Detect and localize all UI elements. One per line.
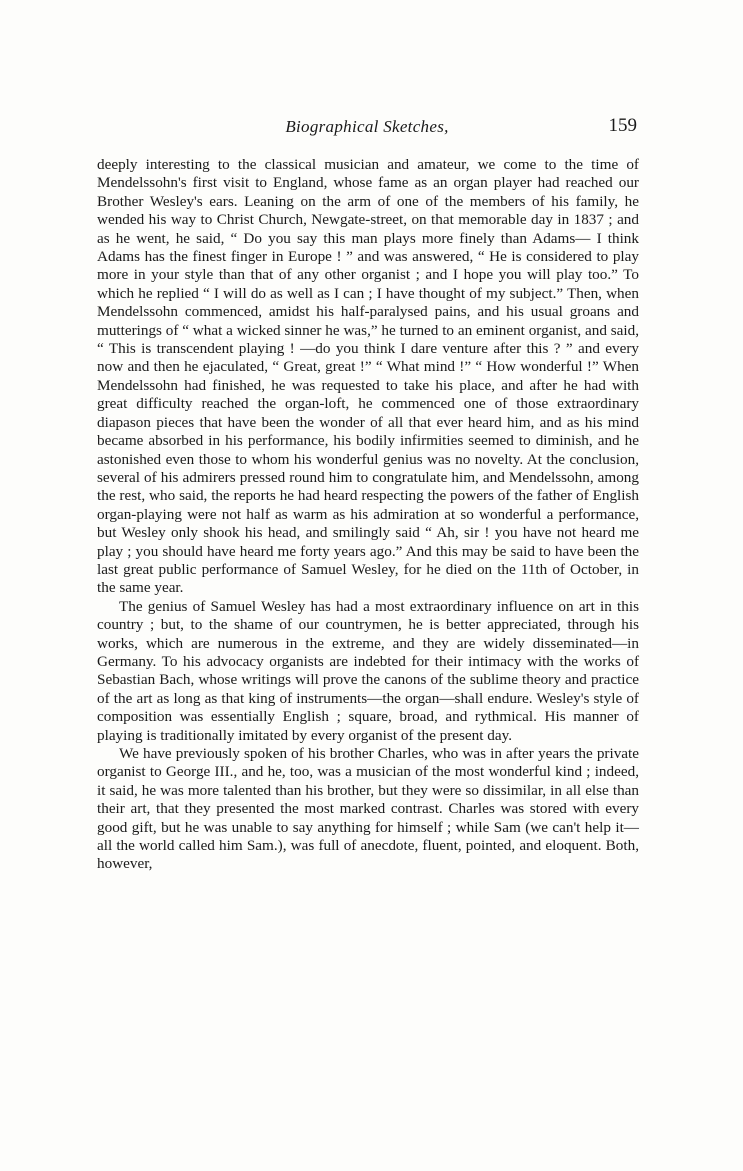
paragraph-1: deeply interesting to the classical musician and amateur, we come to the time of Mendelssohn's first visit to England, whose fame as an organ player had reached our Brother Wesley's ears. Leaning on the arm of one of the members of his family, he wended his way to Christ Church, Newgate-street, on that memorable day in 1837 ; and as he went, he said, “ Do you say this man plays more finely than Adams— I think Adams has the finest finger in Europe ! ” and was answered, “ He is considered to play more in your style than that of any other organist ; and I hope you will play too.” To which he replied “ I will do as well as I can ; I have thought of my subject.” Then, when Mendelssohn commenced, amidst his half-paralysed pains, and his usual groans and mutterings of “ what a wicked sinner he was,” he turned to an eminent organist, and said, “ This is transcendent playing ! —do you think I dare venture after this ? ” and every now and then he ejaculated, “ Great, great !” “ What mind !” “ How wonderful !” When Mendelssohn had finished, he was requested to take his place, and after he had with great difficulty reached the organ-loft, he commenced one of those extraordinary diapason pieces that have been the wonder of all that ever heard him, and as his mind became absorbed in his performance, his bodily infirmities seemed to diminish, and he astonished even those to whom his wonderful genius was no novelty. At the conclusion, several of his admirers pressed round him to congratulate him, and Mendelssohn, among the rest, who said, the reports he had heard respecting the powers of the father of English organ-playing were not half as warm as his admiration at so wonderful a performance, but Wesley only shook his head, and smilingly said “ Ah, sir ! you have not heard me play ; you should have heard me forty years ago.” And this may be said to have been the last great public performance of Samuel Wesley, for he died on the 11th of October, in the same year. [97,156,639,597]
paragraph-3: We have previously spoken of his brother Charles, who was in after years the private organist to George III., and he, too, was a musician of the most wonderful kind ; indeed, it said, he was more talented than his brother, but they were so dissimilar, in all else than their art, that they presented the most marked contrast. Charles was stored with every good gift, but he was unable to say anything for himself ; while Sam (we can't help it—all the world called him Sam.), was full of anecdote, fluent, pointed, and eloquent. Both, however, [97,745,639,873]
page-number: 159 [608,115,637,136]
body-text [97,156,639,874]
running-head [97,117,637,141]
running-title: Biographical Sketches, [285,117,449,136]
paragraph-2: The genius of Samuel Wesley has had a most extraordinary influence on art in this country ; but, to the shame of our countrymen, he is better appreciated, through his works, which are numerous in the extreme, and they are widely disseminated—in Germany. To his advocacy organists are indebted for their intimacy with the works of Sebastian Bach, whose writings will prove the canons of the sublime theory and practice of the art as long as that king of instruments—the organ—shall endure. Wesley's style of composition was essentially English ; square, broad, and rythmical. His manner of playing is traditionally imitated by every organist of the present day. [97,597,639,744]
